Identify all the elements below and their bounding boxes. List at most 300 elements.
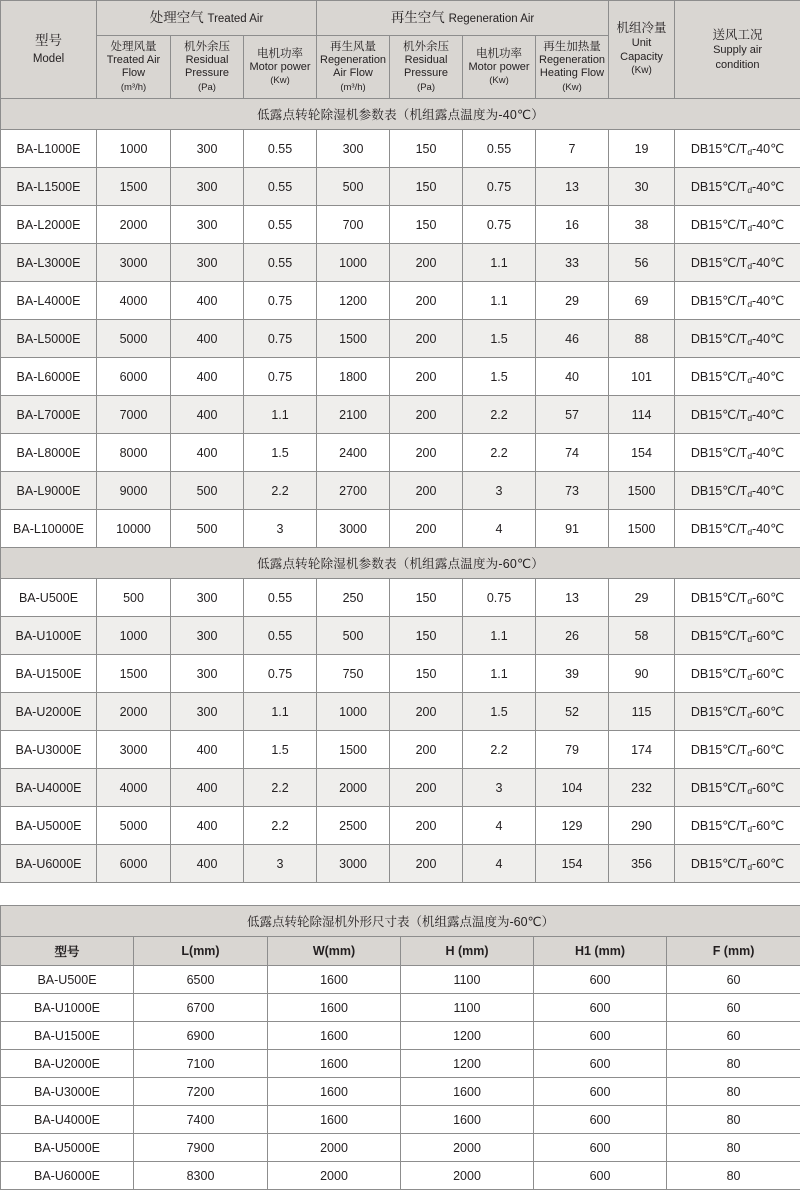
- cell-height: 1200: [401, 1050, 534, 1078]
- cell-treated-residual-pressure: 500: [171, 510, 244, 548]
- cell-regen-motor-power: 0.75: [463, 206, 536, 244]
- cell-treated-motor-power: 3: [244, 845, 317, 883]
- dimension-header-cell: H1 (mm): [534, 937, 667, 966]
- section-title-1: 低露点转轮除湿机参数表（机组露点温度为-40℃）: [1, 99, 800, 130]
- dimension-title-row: [1, 906, 800, 937]
- cell-regen-heating: 91: [536, 510, 609, 548]
- cell-regen-residual-pressure: 200: [390, 807, 463, 845]
- cell-width: 1600: [268, 1078, 401, 1106]
- cell-supply-condition: $DB15℃/T_d-60℃$: [675, 731, 800, 769]
- header-supply-condition-en2: condition: [716, 59, 760, 71]
- cell-supply-condition: $DB15℃/T_d-60℃$: [675, 845, 800, 883]
- cell-regen-motor-power: 3: [463, 472, 536, 510]
- cell-treated-flow: 3000: [97, 244, 171, 282]
- cell-width: 1600: [268, 1050, 401, 1078]
- performance-table-header: [1, 1, 800, 99]
- cell-treated-residual-pressure: 300: [171, 244, 244, 282]
- cell-height: 1200: [401, 1022, 534, 1050]
- cell-regen-heating: 79: [536, 731, 609, 769]
- cell-regen-motor-power: 1.1: [463, 244, 536, 282]
- cell-treated-residual-pressure: 400: [171, 845, 244, 883]
- cell-regen-motor-power: 0.75: [463, 168, 536, 206]
- cell-unit-capacity: 69: [609, 282, 675, 320]
- cell-unit-capacity: 1500: [609, 510, 675, 548]
- table-row: [1, 617, 800, 655]
- cell-treated-residual-pressure: 300: [171, 130, 244, 168]
- dimension-table: [0, 905, 800, 1190]
- cell-treated-flow: 4000: [97, 282, 171, 320]
- dimension-header-cell: 型号: [1, 937, 134, 966]
- header-model-en: Model: [33, 53, 64, 65]
- cell-treated-residual-pressure: 400: [171, 396, 244, 434]
- cell-treated-residual-pressure: 300: [171, 693, 244, 731]
- header-model-cn: 型号: [35, 33, 62, 48]
- cell-model: BA-L5000E: [1, 320, 97, 358]
- cell-treated-motor-power: 0.75: [244, 282, 317, 320]
- dimension-header-row: [1, 937, 800, 966]
- cell-f: 60: [667, 994, 800, 1022]
- cell-supply-condition: $DB15℃/T_d-60℃$: [675, 655, 800, 693]
- header-unit-capacity-en2: Capacity: [620, 51, 663, 63]
- section-2-rows: [1, 579, 800, 883]
- cell-model: BA-U1500E: [1, 1022, 134, 1050]
- cell-regen-flow: 1000: [317, 244, 390, 282]
- cell-model: BA-U6000E: [1, 1162, 134, 1190]
- table-row: [1, 206, 800, 244]
- cell-treated-flow: 5000: [97, 807, 171, 845]
- cell-treated-residual-pressure: 400: [171, 769, 244, 807]
- cell-length: 6700: [134, 994, 268, 1022]
- cell-regen-residual-pressure: 200: [390, 244, 463, 282]
- cell-supply-condition: $DB15℃/T_d-40℃$: [675, 168, 800, 206]
- cell-regen-flow: 2000: [317, 769, 390, 807]
- cell-regen-residual-pressure: 150: [390, 130, 463, 168]
- cell-model: BA-L6000E: [1, 358, 97, 396]
- cell-regen-motor-power: 1.1: [463, 617, 536, 655]
- cell-unit-capacity: 38: [609, 206, 675, 244]
- section-2: [1, 548, 800, 579]
- cell-regen-motor-power: 2.2: [463, 396, 536, 434]
- cell-f: 60: [667, 1022, 800, 1050]
- cell-regen-heating: 7: [536, 130, 609, 168]
- header-supply-condition-cn: 送风工况: [713, 28, 763, 42]
- cell-treated-residual-pressure: 300: [171, 655, 244, 693]
- cell-height1: 600: [534, 1106, 667, 1134]
- cell-regen-residual-pressure: 200: [390, 472, 463, 510]
- cell-model: BA-L2000E: [1, 206, 97, 244]
- header-row-top: [1, 1, 800, 36]
- cell-length: 6500: [134, 966, 268, 994]
- header-supply-condition-en1: Supply air: [713, 44, 762, 56]
- section-1: [1, 99, 800, 130]
- cell-treated-residual-pressure: 400: [171, 434, 244, 472]
- cell-unit-capacity: 174: [609, 731, 675, 769]
- cell-regen-heating: 26: [536, 617, 609, 655]
- header-group-regeneration-air: [317, 1, 609, 36]
- cell-regen-heating: 74: [536, 434, 609, 472]
- cell-treated-motor-power: 1.5: [244, 434, 317, 472]
- dimension-rows: [1, 966, 800, 1190]
- cell-model: BA-L1500E: [1, 168, 97, 206]
- cell-length: 7100: [134, 1050, 268, 1078]
- cell-regen-residual-pressure: 200: [390, 434, 463, 472]
- cell-regen-heating: 57: [536, 396, 609, 434]
- table-row: [1, 244, 800, 282]
- cell-treated-flow: 500: [97, 579, 171, 617]
- cell-treated-motor-power: 1.1: [244, 693, 317, 731]
- cell-treated-flow: 6000: [97, 845, 171, 883]
- cell-treated-flow: 6000: [97, 358, 171, 396]
- cell-treated-motor-power: 0.55: [244, 244, 317, 282]
- header-col-regen-flow: 再生风量 Regeneration Air Flow (m³/h): [317, 36, 390, 99]
- cell-width: 2000: [268, 1134, 401, 1162]
- cell-regen-flow: 500: [317, 168, 390, 206]
- table-row: [1, 282, 800, 320]
- cell-treated-residual-pressure: 300: [171, 579, 244, 617]
- table-row: [1, 510, 800, 548]
- cell-regen-residual-pressure: 150: [390, 655, 463, 693]
- cell-regen-residual-pressure: 150: [390, 617, 463, 655]
- cell-length: 8300: [134, 1162, 268, 1190]
- table-row: [1, 434, 800, 472]
- table-row: [1, 1106, 800, 1134]
- cell-treated-flow: 10000: [97, 510, 171, 548]
- header-col-treated-residual-pressure: 机外余压 Residual Pressure (Pa): [171, 36, 244, 99]
- cell-regen-motor-power: 1.5: [463, 358, 536, 396]
- cell-unit-capacity: 56: [609, 244, 675, 282]
- cell-regen-motor-power: 2.2: [463, 434, 536, 472]
- cell-unit-capacity: 88: [609, 320, 675, 358]
- cell-regen-motor-power: 0.55: [463, 130, 536, 168]
- dimension-header-cell: H (mm): [401, 937, 534, 966]
- cell-length: 6900: [134, 1022, 268, 1050]
- cell-treated-flow: 5000: [97, 320, 171, 358]
- cell-regen-residual-pressure: 200: [390, 358, 463, 396]
- cell-regen-heating: 104: [536, 769, 609, 807]
- table-row: [1, 168, 800, 206]
- cell-regen-residual-pressure: 200: [390, 320, 463, 358]
- table-row: [1, 1162, 800, 1190]
- cell-unit-capacity: 290: [609, 807, 675, 845]
- cell-treated-motor-power: 2.2: [244, 769, 317, 807]
- cell-unit-capacity: 101: [609, 358, 675, 396]
- cell-supply-condition: $DB15℃/T_d-60℃$: [675, 693, 800, 731]
- cell-width: 1600: [268, 994, 401, 1022]
- cell-treated-residual-pressure: 300: [171, 168, 244, 206]
- table-row: [1, 1022, 800, 1050]
- cell-height: 1600: [401, 1106, 534, 1134]
- table-row: [1, 845, 800, 883]
- header-group-treated-air-cn: 处理空气: [150, 10, 204, 25]
- cell-treated-flow: 1000: [97, 617, 171, 655]
- cell-model: BA-L4000E: [1, 282, 97, 320]
- cell-model: BA-U5000E: [1, 1134, 134, 1162]
- cell-length: 7900: [134, 1134, 268, 1162]
- cell-unit-capacity: 58: [609, 617, 675, 655]
- cell-f: 80: [667, 1078, 800, 1106]
- header-group-regeneration-air-cn: 再生空气: [391, 10, 445, 25]
- cell-model: BA-U5000E: [1, 807, 97, 845]
- cell-f: 80: [667, 1106, 800, 1134]
- cell-height: 1600: [401, 1078, 534, 1106]
- cell-regen-flow: 1200: [317, 282, 390, 320]
- cell-model: BA-U1000E: [1, 994, 134, 1022]
- cell-regen-motor-power: 4: [463, 510, 536, 548]
- cell-regen-motor-power: 3: [463, 769, 536, 807]
- cell-regen-flow: 1500: [317, 320, 390, 358]
- cell-regen-flow: 1500: [317, 731, 390, 769]
- cell-model: BA-U1500E: [1, 655, 97, 693]
- dimension-header-cell: L(mm): [134, 937, 268, 966]
- table-row: [1, 320, 800, 358]
- cell-regen-heating: 40: [536, 358, 609, 396]
- cell-regen-flow: 2700: [317, 472, 390, 510]
- cell-f: 80: [667, 1162, 800, 1190]
- cell-regen-heating: 29: [536, 282, 609, 320]
- cell-regen-residual-pressure: 200: [390, 769, 463, 807]
- cell-regen-residual-pressure: 200: [390, 396, 463, 434]
- cell-supply-condition: $DB15℃/T_d-40℃$: [675, 434, 800, 472]
- section-title-row-1: [1, 99, 800, 130]
- cell-unit-capacity: 1500: [609, 472, 675, 510]
- cell-height1: 600: [534, 1134, 667, 1162]
- cell-supply-condition: $DB15℃/T_d-60℃$: [675, 617, 800, 655]
- cell-regen-residual-pressure: 150: [390, 579, 463, 617]
- cell-regen-motor-power: 4: [463, 845, 536, 883]
- cell-height: 2000: [401, 1162, 534, 1190]
- cell-treated-motor-power: 0.55: [244, 168, 317, 206]
- cell-regen-flow: 750: [317, 655, 390, 693]
- cell-length: 7200: [134, 1078, 268, 1106]
- cell-treated-motor-power: 0.55: [244, 206, 317, 244]
- cell-regen-flow: 2400: [317, 434, 390, 472]
- cell-regen-heating: 16: [536, 206, 609, 244]
- cell-regen-motor-power: 1.5: [463, 693, 536, 731]
- cell-height1: 600: [534, 966, 667, 994]
- cell-model: BA-L7000E: [1, 396, 97, 434]
- cell-width: 1600: [268, 966, 401, 994]
- cell-treated-motor-power: 0.75: [244, 655, 317, 693]
- header-col-regen-heating: 再生加热量 Regeneration Heating Flow (Kw): [536, 36, 609, 99]
- table-row: [1, 994, 800, 1022]
- dimension-table-header: [1, 906, 800, 966]
- cell-f: 80: [667, 1050, 800, 1078]
- cell-treated-motor-power: 2.2: [244, 472, 317, 510]
- cell-supply-condition: $DB15℃/T_d-40℃$: [675, 472, 800, 510]
- table-gap: [0, 883, 800, 905]
- cell-regen-heating: 13: [536, 579, 609, 617]
- cell-supply-condition: $DB15℃/T_d-40℃$: [675, 244, 800, 282]
- header-group-treated-air: [97, 1, 317, 36]
- header-col-treated-flow: 处理风量 Treated Air Flow (m³/h): [97, 36, 171, 99]
- cell-treated-residual-pressure: 400: [171, 807, 244, 845]
- table-row: [1, 731, 800, 769]
- cell-height1: 600: [534, 1162, 667, 1190]
- table-row: [1, 358, 800, 396]
- header-col-regen-motor-power: 电机功率 Motor power (Kw): [463, 36, 536, 99]
- cell-supply-condition: $DB15℃/T_d-40℃$: [675, 396, 800, 434]
- cell-treated-residual-pressure: 400: [171, 731, 244, 769]
- cell-model: BA-U3000E: [1, 1078, 134, 1106]
- table-row: [1, 807, 800, 845]
- cell-treated-motor-power: 1.5: [244, 731, 317, 769]
- cell-height1: 600: [534, 1022, 667, 1050]
- dimension-header-cell: F (mm): [667, 937, 800, 966]
- cell-model: BA-U500E: [1, 966, 134, 994]
- cell-model: BA-L8000E: [1, 434, 97, 472]
- cell-treated-flow: 2000: [97, 693, 171, 731]
- cell-treated-flow: 7000: [97, 396, 171, 434]
- dimension-header-cell: W(mm): [268, 937, 401, 966]
- cell-height1: 600: [534, 1050, 667, 1078]
- cell-regen-heating: 33: [536, 244, 609, 282]
- table-row: [1, 579, 800, 617]
- cell-supply-condition: $DB15℃/T_d-60℃$: [675, 579, 800, 617]
- cell-regen-residual-pressure: 200: [390, 282, 463, 320]
- cell-regen-heating: 39: [536, 655, 609, 693]
- table-row: [1, 1050, 800, 1078]
- header-col-treated-motor-power: 电机功率 Motor power (Kw): [244, 36, 317, 99]
- cell-treated-flow: 1500: [97, 655, 171, 693]
- cell-model: BA-L1000E: [1, 130, 97, 168]
- cell-regen-flow: 3000: [317, 510, 390, 548]
- cell-regen-flow: 3000: [317, 845, 390, 883]
- cell-treated-residual-pressure: 400: [171, 320, 244, 358]
- cell-regen-residual-pressure: 200: [390, 693, 463, 731]
- cell-treated-residual-pressure: 400: [171, 358, 244, 396]
- cell-treated-residual-pressure: 300: [171, 206, 244, 244]
- dimension-title: 低露点转轮除湿机外形尺寸表（机组露点温度为-60℃）: [1, 906, 800, 937]
- header-unit-capacity-cn: 机组冷量: [617, 21, 667, 35]
- cell-regen-flow: 500: [317, 617, 390, 655]
- header-group-regeneration-air-en: Regeneration Air: [449, 13, 535, 25]
- cell-regen-flow: 1800: [317, 358, 390, 396]
- cell-supply-condition: $DB15℃/T_d-40℃$: [675, 206, 800, 244]
- cell-treated-motor-power: 0.55: [244, 579, 317, 617]
- cell-treated-flow: 1500: [97, 168, 171, 206]
- cell-model: BA-L9000E: [1, 472, 97, 510]
- header-supply-condition: [675, 1, 800, 99]
- cell-treated-motor-power: 1.1: [244, 396, 317, 434]
- cell-supply-condition: $DB15℃/T_d-60℃$: [675, 807, 800, 845]
- cell-treated-flow: 4000: [97, 769, 171, 807]
- cell-regen-heating: 46: [536, 320, 609, 358]
- cell-unit-capacity: 356: [609, 845, 675, 883]
- cell-regen-motor-power: 1.1: [463, 282, 536, 320]
- cell-model: BA-U2000E: [1, 1050, 134, 1078]
- cell-regen-heating: 13: [536, 168, 609, 206]
- cell-model: BA-U2000E: [1, 693, 97, 731]
- cell-unit-capacity: 114: [609, 396, 675, 434]
- cell-regen-flow: 2100: [317, 396, 390, 434]
- cell-supply-condition: $DB15℃/T_d-40℃$: [675, 358, 800, 396]
- cell-regen-motor-power: 1.5: [463, 320, 536, 358]
- cell-treated-flow: 9000: [97, 472, 171, 510]
- header-model: [1, 1, 97, 99]
- cell-model: BA-U3000E: [1, 731, 97, 769]
- cell-model: BA-U1000E: [1, 617, 97, 655]
- cell-unit-capacity: 115: [609, 693, 675, 731]
- cell-supply-condition: $DB15℃/T_d-40℃$: [675, 130, 800, 168]
- cell-regen-motor-power: 4: [463, 807, 536, 845]
- cell-unit-capacity: 19: [609, 130, 675, 168]
- cell-regen-residual-pressure: 200: [390, 510, 463, 548]
- cell-unit-capacity: 154: [609, 434, 675, 472]
- cell-treated-motor-power: 0.55: [244, 130, 317, 168]
- cell-unit-capacity: 90: [609, 655, 675, 693]
- cell-unit-capacity: 232: [609, 769, 675, 807]
- cell-height1: 600: [534, 994, 667, 1022]
- cell-regen-heating: 129: [536, 807, 609, 845]
- cell-supply-condition: $DB15℃/T_d-40℃$: [675, 510, 800, 548]
- table-row: [1, 655, 800, 693]
- table-row: [1, 769, 800, 807]
- section-title-2: 低露点转轮除湿机参数表（机组露点温度为-60℃）: [1, 548, 800, 579]
- table-row: [1, 1078, 800, 1106]
- cell-regen-residual-pressure: 200: [390, 731, 463, 769]
- cell-treated-motor-power: 0.75: [244, 358, 317, 396]
- table-row: [1, 693, 800, 731]
- cell-regen-heating: 154: [536, 845, 609, 883]
- cell-width: 1600: [268, 1106, 401, 1134]
- cell-regen-flow: 1000: [317, 693, 390, 731]
- header-col-regen-residual-pressure: 机外余压 Residual Pressure (Pa): [390, 36, 463, 99]
- cell-width: 2000: [268, 1162, 401, 1190]
- header-unit-capacity-unit: (Kw): [631, 65, 652, 76]
- cell-height: 1100: [401, 994, 534, 1022]
- cell-unit-capacity: 30: [609, 168, 675, 206]
- cell-treated-flow: 8000: [97, 434, 171, 472]
- section-title-row-2: [1, 548, 800, 579]
- cell-supply-condition: $DB15℃/T_d-40℃$: [675, 320, 800, 358]
- table-row: [1, 130, 800, 168]
- cell-regen-residual-pressure: 200: [390, 845, 463, 883]
- table-row: [1, 396, 800, 434]
- cell-regen-heating: 52: [536, 693, 609, 731]
- header-unit-capacity: [609, 1, 675, 99]
- cell-height: 1100: [401, 966, 534, 994]
- cell-treated-motor-power: 0.55: [244, 617, 317, 655]
- cell-model: BA-L10000E: [1, 510, 97, 548]
- cell-supply-condition: $DB15℃/T_d-60℃$: [675, 769, 800, 807]
- cell-treated-residual-pressure: 400: [171, 282, 244, 320]
- cell-regen-motor-power: 0.75: [463, 579, 536, 617]
- cell-regen-flow: 300: [317, 130, 390, 168]
- cell-regen-flow: 700: [317, 206, 390, 244]
- cell-treated-residual-pressure: 500: [171, 472, 244, 510]
- cell-regen-heating: 73: [536, 472, 609, 510]
- table-row: [1, 966, 800, 994]
- cell-treated-flow: 2000: [97, 206, 171, 244]
- cell-f: 80: [667, 1134, 800, 1162]
- cell-regen-residual-pressure: 150: [390, 206, 463, 244]
- header-group-treated-air-en: Treated Air: [207, 13, 263, 25]
- cell-unit-capacity: 29: [609, 579, 675, 617]
- cell-model: BA-L3000E: [1, 244, 97, 282]
- cell-treated-flow: 3000: [97, 731, 171, 769]
- cell-regen-motor-power: 2.2: [463, 731, 536, 769]
- cell-length: 7400: [134, 1106, 268, 1134]
- cell-model: BA-U6000E: [1, 845, 97, 883]
- cell-model: BA-U4000E: [1, 1106, 134, 1134]
- cell-height: 2000: [401, 1134, 534, 1162]
- cell-treated-flow: 1000: [97, 130, 171, 168]
- cell-regen-residual-pressure: 150: [390, 168, 463, 206]
- cell-treated-motor-power: 3: [244, 510, 317, 548]
- cell-f: 60: [667, 966, 800, 994]
- cell-treated-motor-power: 2.2: [244, 807, 317, 845]
- cell-supply-condition: $DB15℃/T_d-40℃$: [675, 282, 800, 320]
